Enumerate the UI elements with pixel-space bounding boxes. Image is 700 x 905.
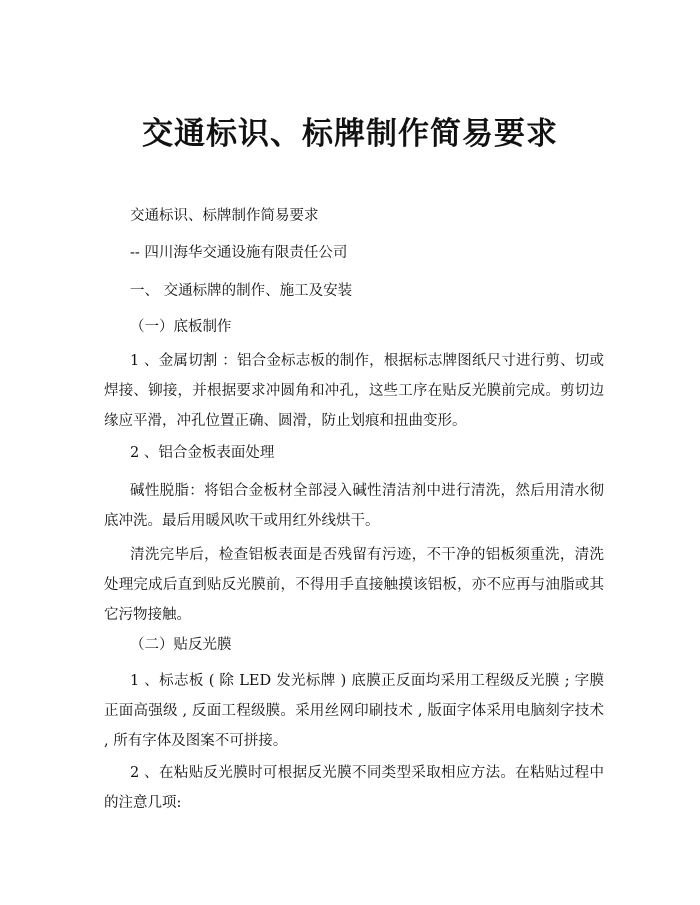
paragraph-surface-treatment-heading: 2 、铝合金板表面处理 <box>130 445 275 461</box>
company-line: -- 四川海华交通设施有限责任公司 <box>130 245 348 261</box>
paragraph-alkaline-degreasing: 碱性脱脂：将铝合金板材全部浸入碱性清洁剂中进行清洗，然后用清水彻底冲洗。最后用暖风吹干或用红外线烘干。 <box>104 483 604 529</box>
section-heading-1: 一、 交通标牌的制作、施工及安装 <box>130 283 353 299</box>
subsection-heading-2: （二）贴反光膜 <box>130 637 232 653</box>
paragraph-metal-cutting: 1 、金属切割 ：铝合金标志板的制作，根据标志牌图纸尺寸进行剪、切或焊接、铆接，并根据要求冲圆角和冲孔，这些工序在贴反光膜前完成。剪切边缘应平滑，冲孔位置正确、圆滑，防止划痕和扭曲变形。 <box>104 353 604 429</box>
subsection-heading-1: （一）底板制作 <box>130 319 232 335</box>
paragraph-reflective-film-notes: 2 、在粘贴反光膜时可根据反光膜不同类型采取相应方法。在粘贴过程中的注意几项: <box>104 765 604 811</box>
document-title: 交通标识、标牌制作简易要求 <box>142 116 558 152</box>
subtitle-line: 交通标识、标牌制作简易要求 <box>130 208 319 224</box>
paragraph-cleaning-check: 清洗完毕后，检查铝板表面是否残留有污迹，不干净的铝板须重洗，清洗处理完成后直到贴反光膜前，不得用手直接触摸该铝板，亦不应再与油脂或其它污物接触。 <box>104 547 604 623</box>
paragraph-reflective-film-spec: 1 、标志板 ( 除 LED 发光标牌 ) 底膜正反面均采用工程级反光膜 ; 字膜正面高强级 , 反面工程级膜。采用丝网印刷技术 , 版面字体采用电脑刻字技术 , 所有字体及图案不可拼接。 <box>104 673 604 749</box>
